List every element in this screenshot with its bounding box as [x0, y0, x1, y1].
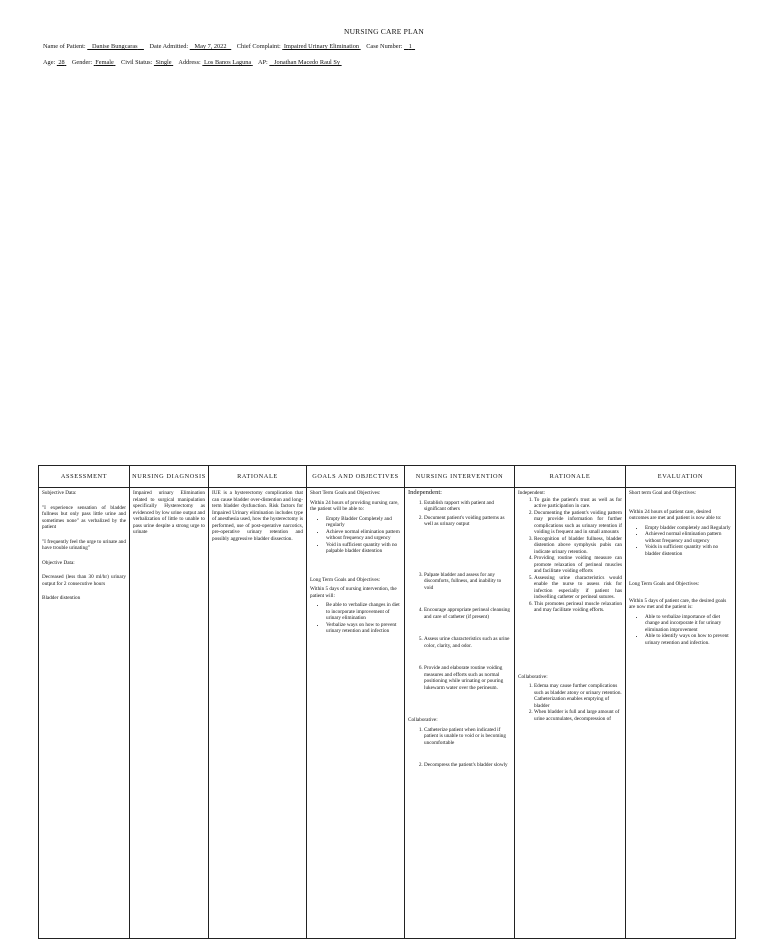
assessment-cell [39, 488, 130, 939]
list-item: • Void in sufficient quantity with no palpable bladder distention [326, 542, 401, 555]
subjective-quote-2: "I frequently feel the urge to urinate and have trouble urinating" [42, 538, 126, 551]
subjective-quote-1: "I experience sensation of bladder fullness but only pass little urine and sometimes none" as verbalized by the patient [42, 504, 126, 530]
list-item: 2. Document patient's voiding patterns as well as urinary output [424, 515, 511, 528]
eval-long-term-intro: Within 5 days of patient care, the desired goals are now met and the patient is: [629, 597, 727, 610]
list-item: • Verbalize ways on how to prevent urinary retention and infection [326, 622, 401, 635]
short-term-goals-list [310, 516, 401, 555]
long-term-goals-list [310, 602, 401, 635]
eval-short-term-label: Short term Goal and Objectives: [629, 490, 697, 496]
list-item: 6. Provide and elaborate routine voiding measures and efforts such as normal positioning while urinating or pouring lukewarm water over the perineum. [424, 665, 511, 691]
header-nursing-intervention: NURSING INTERVENTION [405, 466, 515, 488]
rationale-independent-list [518, 497, 622, 614]
list-item: • Be able to verbalize changes in diet to incorporate improvement of urinary elimination [326, 602, 401, 622]
age-label: Age: [43, 59, 56, 66]
long-term-goals-label: Long Term Goals and Objectives: [310, 576, 381, 583]
age-value: 28 [58, 59, 65, 66]
rationale-cell [209, 488, 307, 939]
list-item: • Empty bladder completely and Regularly [645, 525, 732, 532]
civil-status-label: Civil Status: [121, 59, 153, 66]
rationale-independent-label: Independent: [518, 490, 546, 496]
list-item: • Able to identify ways on how to prevent urinary retention and infection. [645, 633, 732, 646]
list-item: 1. To gain the patient's trust as well as for active participation in care. [534, 497, 622, 510]
table-header-row [39, 466, 736, 488]
objective-item-1: Decreased (less than 30 ml/hr) urinary output for 2 consecutive hours [42, 574, 126, 587]
short-term-goals-intro: Within 24 hours of providing nursing care, the patient will be able to: [310, 499, 399, 512]
list-item: • Achieve normal elimination pattern without frequency and urgency [326, 529, 401, 542]
patient-name-label: Name of Patient: [43, 43, 86, 50]
list-item: • Able to verbalize importance of diet change and incorporate it for urinary elimination improvement [645, 614, 732, 634]
independent-interventions-list [408, 500, 511, 692]
case-number-label: Case Number: [366, 43, 403, 50]
chief-complaint-label: Chief Complaint: [236, 43, 281, 50]
eval-long-term-list [629, 614, 732, 647]
list-item: 4. Providing routine voiding measure can promote relaxation of perineal muscles and facilitate voiding efforts [534, 555, 622, 575]
header-evaluation: EVALUATION [626, 466, 736, 488]
header-rationale-2: RATIONALE [515, 466, 626, 488]
intervention-cell [405, 488, 515, 939]
rationale-text: IUE is a hysterectomy complication that can cause bladder over-distention and long-term bladder dysfunction. Risk factors for Impaired Urinary elimination includes type of anesthesia used, how the hysterectomy is performed, use of post-operative narcotics, pre-operative urinary retention and possibly aggressive bladder dissection. [212, 490, 303, 542]
list-item: 5. Assess urine characteristics such as urine color, clarity, and odor. [424, 636, 511, 649]
list-item: • Empty Bladder Completely and regularly [326, 516, 401, 529]
eval-short-term-intro: Within 24 hours of patient care, desired outcomes are met and patient is now able to: [629, 508, 722, 521]
header-goals-objectives: GOALS AND OBJECTIVES [307, 466, 405, 488]
patient-info-line-1 [43, 43, 415, 50]
date-admitted-label: Date Admitted: [149, 43, 189, 50]
list-item: • Voids in sufficient quantity with no bladder distention [645, 544, 732, 557]
address-label: Address: [178, 59, 201, 66]
gender-value: Female [95, 59, 114, 66]
collaborative-interventions-list [408, 727, 511, 769]
chief-complaint-value: Impaired Urinary Elimination [283, 43, 360, 50]
objective-label: Objective Data: [42, 559, 75, 566]
address-value: Los Banos Laguna [203, 59, 252, 66]
long-term-goals-intro: Within 5 days of nursing intervention, the patient will: [310, 586, 397, 599]
goals-cell [307, 488, 405, 939]
diagnosis-text: Impaired urinary Elimination related to surgical manipulation specifically Hysterectomy as evidenced by low urine output and verbalization of little to unable to pass urine despite a strong urge to urinate [133, 490, 205, 535]
list-item: 5. Assessing urine characteristics would enable the nurse to assess risk for infection especially if patient has indwelling catheter or perineal sutures. [534, 575, 622, 601]
list-item: 3. Palpate bladder and assess for any discomforts, fullness, and inability to void [424, 572, 511, 592]
rationale-collaborative-label: Collaborative: [518, 673, 548, 680]
header-assessment: ASSESSMENT [39, 466, 130, 488]
header-nursing-diagnosis: NURSING DIAGNOSIS [130, 466, 209, 488]
eval-long-term-label: Long Term Goals and Objectives: [629, 581, 700, 587]
subjective-label: Subjective Data: [42, 490, 77, 496]
list-item: 2. Documenting the patient's voiding pattern may provide information for further complications such as urinary retention if voiding is frequent and in small amounts [534, 510, 622, 536]
list-item: 6. This promotes perineal muscle relaxation and may facilitate voiding efforts. [534, 601, 622, 614]
civil-status-value: Single [155, 59, 172, 66]
case-number-value: 1 [408, 43, 412, 50]
list-item: 2. Decompress the patient's bladder slowly [424, 762, 511, 769]
list-item: 3. Recognition of bladder fullness, bladder distention above symphysis pubis can indicate urinary retention. [534, 536, 622, 556]
eval-short-term-list [629, 525, 732, 558]
diagnosis-cell [130, 488, 209, 939]
patient-info-line-2 [43, 59, 342, 66]
objective-item-2: Bladder distention [42, 595, 81, 601]
page-title: NURSING CARE PLAN [343, 27, 425, 36]
list-item: 4. Encourage appropriate perineal cleansing and care of catheter (if present) [424, 607, 511, 620]
rationale-2-cell [515, 488, 626, 939]
rationale-collaborative-list [518, 683, 622, 722]
collaborative-label: Collaborative: [408, 717, 438, 723]
list-item: 1. Catheterize patient when indicated if patient is unable to void or is becoming uncomfortable [424, 727, 511, 747]
header-rationale: RATIONALE [209, 466, 307, 488]
table-row [39, 488, 736, 939]
care-plan-table [38, 465, 736, 939]
short-term-goals-label: Short Term Goals and Objectives: [310, 490, 381, 496]
evaluation-cell [626, 488, 736, 939]
list-item: 1. Establish rapport with patient and significant others [424, 500, 511, 513]
ap-label: AP: [257, 59, 268, 66]
independent-label: Independent: [408, 489, 442, 496]
list-item: • Achieved normal elimination pattern without frequency and urgency [645, 531, 732, 544]
date-admitted-value: May 7, 2022 [194, 43, 227, 50]
list-item: 2. When bladder is full and large amount of urine accumulates, decompression of [534, 709, 622, 722]
list-item: 1. Edema may cause further complications such as bladder atony or urinary retention. Catheterization enables emptying of bladder [534, 683, 622, 709]
patient-name-value: Danise Bungcaras [91, 43, 138, 50]
gender-label: Gender: [71, 59, 93, 66]
ap-value: Jonathan Macedo Raul Sy [274, 59, 341, 66]
